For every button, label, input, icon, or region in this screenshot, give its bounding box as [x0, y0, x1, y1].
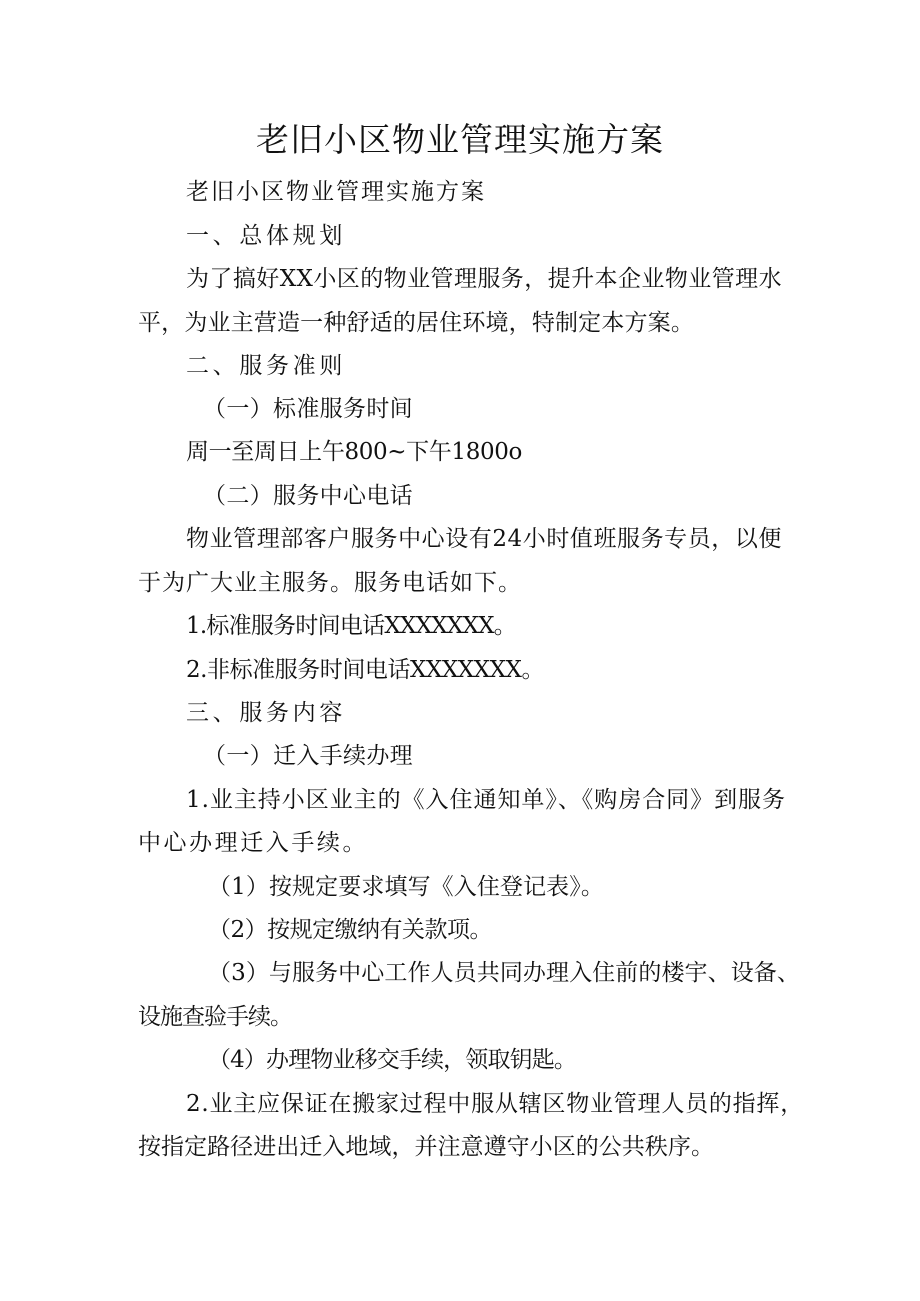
list-item: （4）办理物业移交手续，领取钥匙。 — [208, 1047, 576, 1073]
section-heading-3: 三、服务内容 — [186, 700, 346, 726]
paragraph-line: 周一至周日上午800~下午1800o — [186, 439, 522, 465]
intro-heading: 老旧小区物业管理实施方案 — [186, 179, 486, 205]
paragraph-line: 按指定路径进出迁入地域，并注意遵守小区的公共秩序。 — [138, 1134, 714, 1160]
section-heading-2: 二、服务准则 — [186, 353, 346, 379]
subsection-heading: （二）服务中心电话 — [203, 483, 413, 509]
list-item: （1）按规定要求填写《入住登记表》。 — [208, 874, 604, 900]
paragraph-line: 为了搞好XX小区的物业管理服务，提升本企业物业管理水 — [186, 266, 782, 292]
paragraph-line: 于为广大业主服务。服务电话如下。 — [138, 570, 522, 596]
list-item: 2.非标准服务时间电话XXXXXXX。 — [186, 657, 545, 683]
list-item: （3）与服务中心工作人员共同办理入住前的楼宇、设备、 — [208, 960, 800, 986]
document-title: 老旧小区物业管理实施方案 — [256, 120, 664, 159]
section-heading-1: 一、总体规划 — [186, 223, 346, 249]
subsection-heading: （一）标准服务时间 — [203, 396, 413, 422]
list-item: 1.标准服务时间电话XXXXXXX。 — [186, 613, 517, 639]
list-item: （2）按规定缴纳有关款项。 — [208, 917, 492, 943]
paragraph-line: 中心办理迁入手续。 — [138, 830, 368, 856]
list-item: 1.业主持小区业主的《入住通知单》、《购房合同》到服务 — [186, 787, 786, 813]
paragraph-line: 物业管理部客户服务中心设有24小时值班服务专员，以便 — [186, 526, 782, 552]
paragraph-line: 设施查验手续。 — [138, 1004, 292, 1030]
paragraph-line: 平，为业主营造一种舒适的居住环境，特制定本方案。 — [138, 310, 694, 336]
subsection-heading: （一）迁入手续办理 — [203, 743, 413, 769]
list-item: 2.业主应保证在搬家过程中服从辖区物业管理人员的指挥， — [186, 1091, 804, 1117]
